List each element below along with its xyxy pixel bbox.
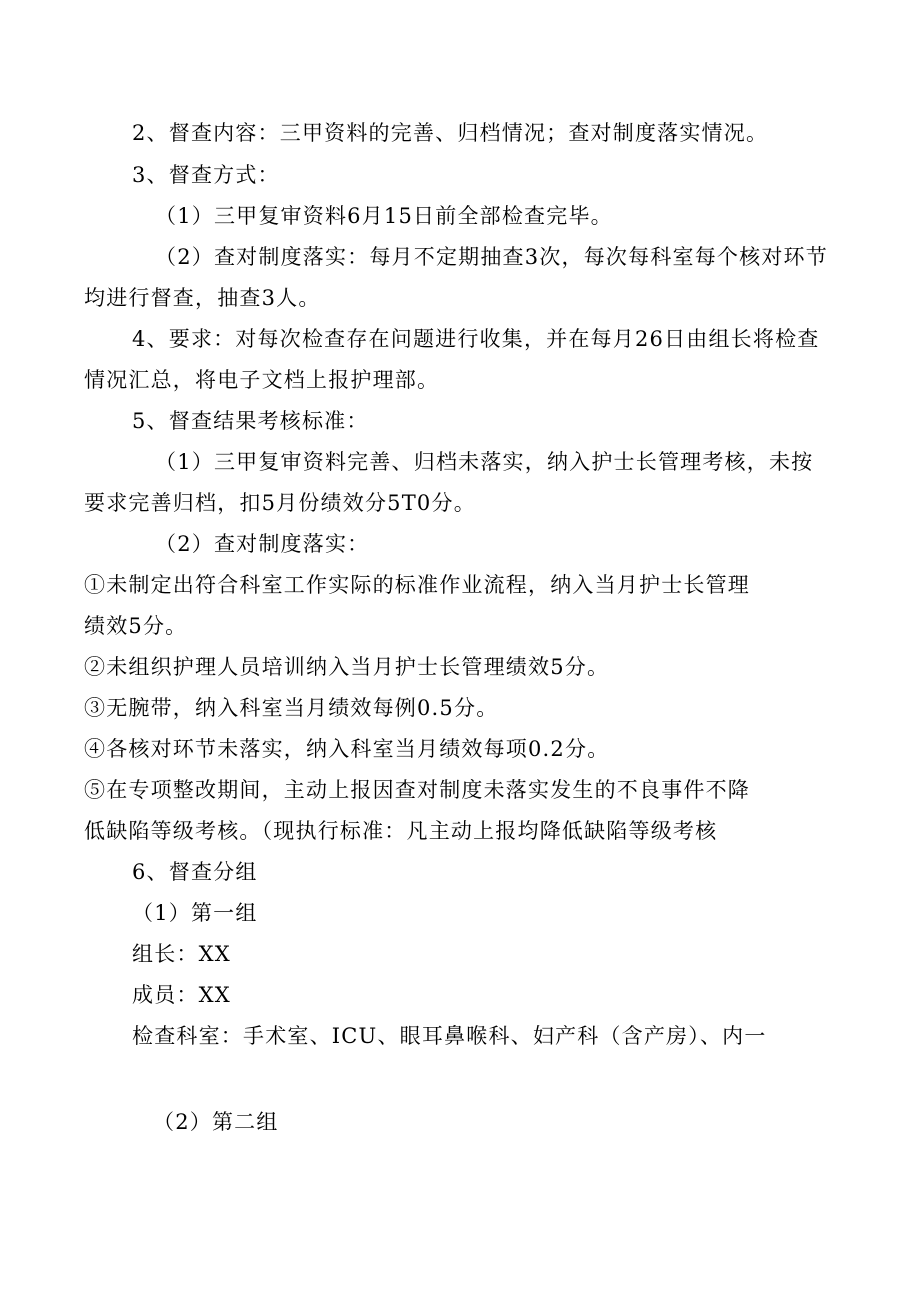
line-grouping: 6、督查分组 (132, 860, 258, 884)
line-item-5: ⑤在专项整改期间，主动上报因查对制度未落实发生的不良事件不降 (84, 778, 750, 802)
line-supervision-content: 2、督查内容：三甲资料的完善、归档情况；查对制度落实情况。 (132, 121, 769, 145)
line-requirement-cont: 情况汇总，将电子文档上报护理部。 (84, 368, 440, 392)
line-supervision-method: 3、督查方式： (132, 163, 280, 187)
line-method-2-cont: 均进行督查，抽查3人。 (84, 286, 321, 310)
line-item-3: ③无腕带，纳入科室当月绩效每例0.5分。 (84, 696, 499, 720)
line-group-1-members: 成员：XX (132, 983, 231, 1007)
line-group-1-departments: 检查科室：手术室、ICU、眼耳鼻喉科、妇产科（含产房）、内一 (132, 1024, 767, 1048)
line-method-2: （2）查对制度落实：每月不定期抽查3次，每次每科室每个核对环节 (155, 245, 828, 269)
line-requirement: 4、要求：对每次检查存在问题进行收集，并在每月26日由组长将检查 (132, 327, 820, 351)
line-item-2: ②未组织护理人员培训纳入当月护士长管理绩效5分。 (84, 655, 610, 679)
line-group-1: （1）第一组 (132, 901, 258, 925)
line-item-1-cont: 绩效5分。 (84, 614, 188, 638)
line-item-4: ④各核对环节未落实，纳入科室当月绩效每项0.2分。 (84, 737, 610, 761)
line-assessment-2: （2）查对制度落实： (155, 532, 370, 556)
line-assessment-standard: 5、督查结果考核标准： (132, 409, 369, 433)
line-group-1-leader: 组长：XX (132, 942, 231, 966)
line-assessment-1: （1）三甲复审资料完善、归档未落实，纳入护士长管理考核，未按 (155, 450, 814, 474)
line-group-2: （2）第二组 (153, 1110, 279, 1134)
line-method-1: （1）三甲复审资料6月15日前全部检查完毕。 (155, 204, 613, 228)
line-assessment-1-cont: 要求完善归档，扣5月份绩效分5T0分。 (84, 491, 476, 515)
line-item-5-cont: 低缺陷等级考核。（现执行标准：凡主动上报均降低缺陷等级考核 (84, 819, 718, 843)
line-item-1: ①未制定出符合科室工作实际的标准作业流程，纳入当月护士长管理 (84, 573, 750, 597)
